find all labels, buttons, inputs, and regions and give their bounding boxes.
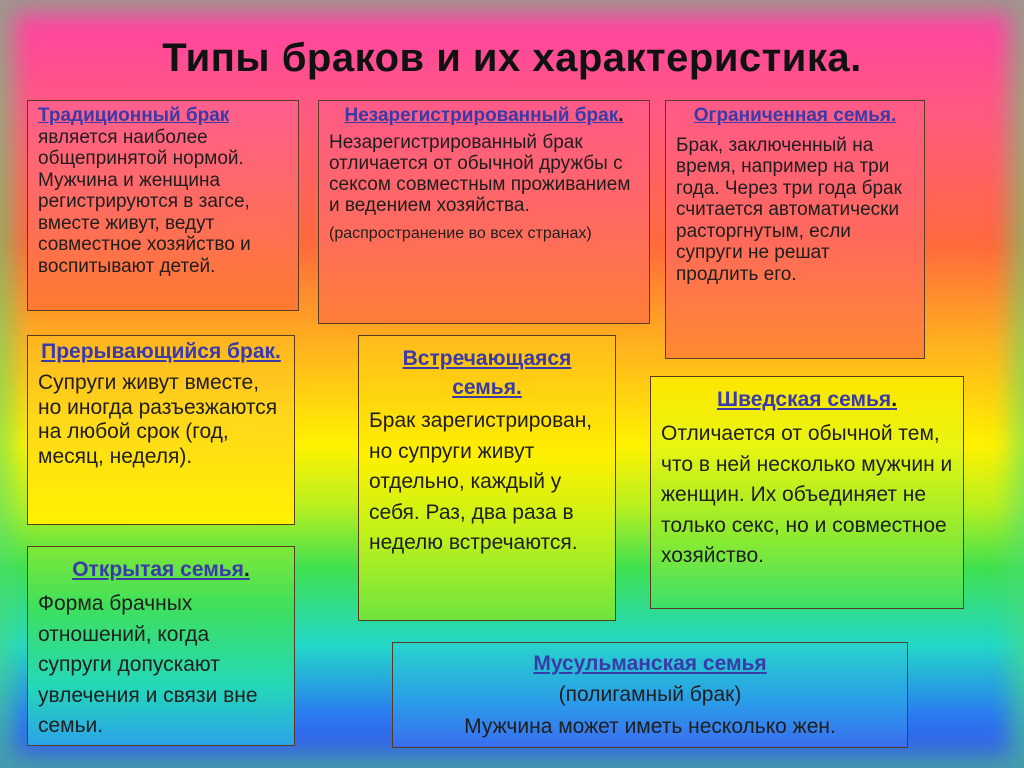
card-swedish-family: [650, 376, 964, 609]
card-heading: Традиционный брак: [38, 105, 230, 126]
card-text: Отличается от обычной тем, что в ней несколько мужчин и женщин. Их объединяет не только секс, но и совместное хозяйство.: [661, 422, 953, 567]
card-meeting-family: [358, 335, 616, 621]
card-heading: Встречающаяся семья.: [402, 347, 572, 399]
card-heading: Мусульманская семья: [533, 652, 767, 675]
card-text: Брак, заключенный на время, например на три года. Через три года брак считается автоматически расторгнутым, если супруги не решат продлить его.: [676, 134, 902, 285]
card-text: Мужчина может иметь несколько жен.: [464, 715, 836, 738]
card-text: Форма брачных отношений, когда супруги допускают увлечения и связи вне семьи.: [38, 592, 258, 737]
card-traditional-marriage: [27, 100, 299, 311]
card-limited-family: [665, 100, 925, 359]
heading-suffix: .: [243, 558, 250, 581]
card-heading: Прерывающийся брак.: [41, 340, 281, 363]
card-text: Незарегистрированный брак отличается от обычной дружбы с сексом совместным проживанием и ведением хозяйства.: [329, 132, 631, 216]
card-muslim-family: [392, 642, 908, 748]
card-note: (распространение во всех странах): [329, 225, 592, 242]
card-heading: [329, 105, 639, 126]
card-heading: [38, 555, 284, 585]
card-heading-label: Открытая семья: [72, 558, 244, 581]
card-heading: Ограниченная семья.: [693, 105, 897, 126]
heading-suffix: .: [891, 388, 898, 411]
card-unregistered-marriage: [318, 100, 650, 324]
page-title: Типы браков и их характеристика.: [162, 36, 862, 80]
card-text: Супруги живут вместе, но иногда разъезжаются на любой срок (год, месяц, неделя).: [38, 371, 278, 468]
card-text: является наиболее общепринятой нормой. Мужчина и женщина регистрируются в загсе, вместе живут, ведут совместное хозяйство и воспитывают детей.: [38, 126, 251, 277]
card-heading-label: Шведская семья: [716, 388, 892, 411]
card-intermittent-marriage: [27, 335, 295, 525]
card-open-family: [27, 546, 295, 746]
heading-suffix: .: [618, 105, 624, 126]
card-text: Брак зарегистрирован, но супруги живут отдельно, каждый у себя. Раз, два раза в неделю встречаются.: [369, 409, 593, 554]
card-heading: [661, 385, 953, 415]
card-subheading: (полигамный брак): [558, 683, 742, 706]
card-heading-label: Незарегистрированный брак: [344, 105, 619, 126]
